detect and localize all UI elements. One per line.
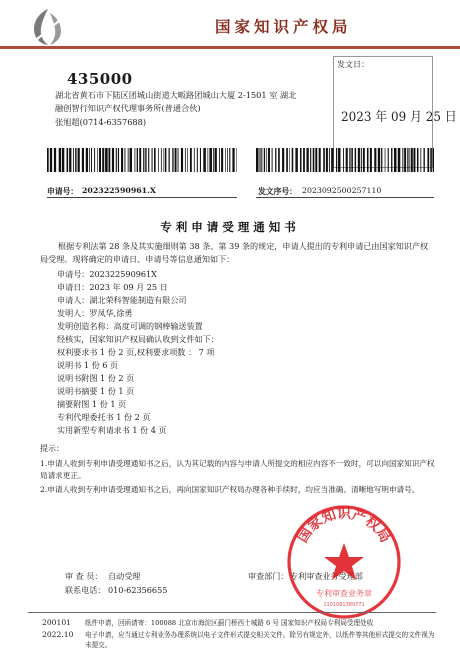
phone-label: 联系电话：	[65, 585, 106, 595]
barcode-bar	[112, 148, 114, 172]
barcode-bar	[329, 148, 330, 172]
barcode-bar	[130, 148, 132, 172]
barcode-bar	[213, 148, 214, 172]
serial-barcode	[256, 148, 434, 172]
barcode-bar	[402, 148, 403, 172]
barcode-bar	[219, 148, 220, 172]
barcode-bar	[73, 148, 74, 172]
barcode-bar	[227, 148, 228, 172]
barcode-bar	[139, 148, 141, 172]
barcode-bar	[232, 148, 234, 172]
barcode-bar	[165, 148, 166, 172]
barcode-bar	[374, 148, 376, 172]
barcode-bar	[47, 148, 49, 172]
barcode-bar	[313, 148, 315, 172]
barcode-bar	[208, 148, 209, 172]
official-seal-icon	[285, 503, 403, 621]
barcode-bar	[121, 148, 123, 172]
barcode-bar	[323, 148, 325, 172]
application-underline	[47, 197, 237, 198]
serial-underline	[256, 197, 434, 198]
barcode-bar	[261, 148, 262, 172]
detail-line: 说明书摘要 1 份 1 页	[57, 386, 135, 396]
postcode: 435000	[67, 70, 133, 88]
barcode-bar	[128, 148, 129, 172]
barcode-bar	[358, 148, 360, 172]
barcode-bar	[398, 148, 401, 172]
barcode-bar	[105, 148, 108, 172]
barcode-bar	[172, 148, 173, 172]
barcode-bar	[381, 148, 382, 172]
hint-item: 2.申请人收到专利申请受理通知书之后，再向国家知识产权局办理各种手续时，均应当准确、清晰地写明申请号。	[40, 485, 420, 494]
detail-line: 经核实，国家知识产权局确认收到文件如下：	[57, 334, 219, 344]
barcode-bar	[346, 148, 348, 172]
barcode-bar	[268, 148, 270, 172]
barcode-bar	[181, 148, 183, 172]
barcode-bar	[378, 148, 380, 172]
barcode-bar	[148, 148, 149, 172]
barcode-bar	[404, 148, 406, 172]
barcode-bar	[175, 148, 177, 172]
examiner-label: 审 查 员：	[65, 571, 103, 581]
detail-line: 发明人：罗凤华,徐勇	[57, 308, 133, 318]
barcode-bar	[78, 148, 80, 172]
form-code: 200101	[42, 618, 71, 627]
header-title: 国家知识产权局	[215, 17, 352, 36]
barcode-bar	[67, 148, 69, 172]
detail-line: 说明书附图 1 份 2 页	[57, 373, 135, 383]
detail-line: 权利要求书 1 份 2 页,权利要求项数 ： 7 项	[57, 347, 215, 357]
barcode-bar	[295, 148, 297, 172]
barcode-bar	[221, 148, 223, 172]
barcode-bar	[430, 148, 432, 172]
barcode-bar	[97, 148, 98, 172]
serial-number-value: 2023092500257110	[302, 186, 382, 195]
barcode-bar	[190, 148, 192, 172]
issue-date-label: 发文日：	[337, 60, 369, 69]
barcode-bar	[407, 148, 408, 172]
barcode-bar	[326, 148, 328, 172]
barcode-bar	[185, 148, 186, 172]
intro-paragraph: 根据专利法第 28 条及其实施细则第 38 条、第 39 条的规定，申请人提出的专利申请已由国家知识产权局受理。现将确定的申请日、申请号等信息通知如下：	[40, 241, 429, 264]
cnipa-logo-icon	[30, 7, 66, 47]
barcode-bar	[427, 148, 429, 172]
barcode-bar	[331, 148, 333, 172]
barcode-bar	[187, 148, 188, 172]
barcode-bar	[91, 148, 92, 172]
hints-label: 提示：	[40, 444, 64, 453]
barcode-bar	[229, 148, 230, 172]
barcode-bar	[385, 148, 386, 172]
examiner-value: 自动受理	[108, 571, 141, 581]
barcode-bar	[264, 148, 265, 172]
barcode-bar	[203, 148, 206, 172]
barcode-bar	[161, 148, 162, 172]
barcode-bar	[75, 148, 76, 172]
barcode-bar	[62, 148, 64, 172]
document-title: 专利申请受理通知书	[160, 220, 300, 234]
phone-value: 010-62356655	[108, 585, 168, 595]
barcode-bar	[152, 148, 153, 172]
barcode-bar	[336, 148, 337, 172]
detail-line: 摘要附图 1 份 1 页	[57, 399, 127, 409]
footer-divider	[28, 612, 436, 613]
detail-line: 专利代理委托书 1 份 2 页	[57, 412, 151, 422]
barcode-bar	[363, 148, 365, 172]
footer-line-1: 纸件申请，回函请寄：100088 北京市海淀区蓟门桥西土城路 6 号 国家知识产权局专利局受理处收	[85, 619, 374, 627]
barcode-bar	[137, 148, 138, 172]
barcode-bar	[370, 148, 372, 172]
barcode-bar	[200, 148, 201, 172]
barcode-bar	[225, 148, 226, 172]
barcode-bar	[306, 148, 308, 172]
barcode-bar	[99, 148, 101, 172]
barcode-bar	[124, 148, 125, 172]
application-barcode	[47, 148, 237, 172]
barcode-bar	[351, 148, 353, 172]
address-line-2: 融创智行知识产权代理事务所(普通合伙)	[55, 103, 201, 113]
barcode-bar	[256, 148, 259, 172]
footer-line-2: 电子申请，应当通过专利业务办理系统以电子文件形式提交相关文件。除另有规定外，以纸件等其他形式提交的文件视为未提交。	[85, 631, 435, 649]
detail-line: 申请人：湖北荣科智能制造有限公司	[57, 295, 187, 305]
seal-subtext: 专利审查业务章	[316, 589, 372, 598]
barcode-bar	[394, 148, 396, 172]
barcode-bar	[197, 148, 198, 172]
barcode-bar	[300, 148, 302, 172]
barcode-bar	[215, 148, 217, 172]
barcode-bar	[94, 148, 95, 172]
application-number-value: 202322590961.X	[82, 186, 156, 195]
detail-line: 实用新型专利请求书 1 份 4 页	[57, 425, 167, 435]
barcode-bar	[286, 148, 288, 172]
barcode-bar	[158, 148, 159, 172]
detail-line: 申请号：202322590961X	[57, 269, 157, 279]
address-line-1: 湖北省黄石市下陆区团城山街道大畈路团城山大厦 2-1501 室 湖北	[55, 90, 297, 100]
serial-number-label: 发文序号：	[258, 187, 297, 196]
header-divider	[0, 46, 460, 49]
barcode-bar	[259, 148, 260, 172]
barcode-bar	[417, 148, 419, 172]
barcode-bar	[343, 148, 344, 172]
barcode-bar	[315, 148, 317, 172]
barcode-bar	[433, 148, 434, 172]
barcode-bar	[69, 148, 71, 172]
seal-text: 国家知识产权局	[294, 506, 394, 546]
barcode-bar	[424, 148, 425, 172]
barcode-bar	[355, 148, 356, 172]
barcode-bar	[89, 148, 90, 172]
barcode-bar	[349, 148, 350, 172]
barcode-bar	[116, 148, 117, 172]
barcode-bar	[50, 148, 52, 172]
barcode-bar	[118, 148, 119, 172]
barcode-bar	[391, 148, 392, 172]
seal-digits: 1101081389771	[323, 602, 365, 608]
barcode-bar	[278, 148, 280, 172]
barcode-bar	[178, 148, 179, 172]
barcode-bar	[86, 148, 88, 172]
barcode-bar	[135, 148, 136, 172]
barcode-bar	[367, 148, 369, 172]
barcode-bar	[338, 148, 340, 172]
detail-line: 说明书 1 份 6 页	[57, 360, 119, 370]
barcode-bar	[102, 148, 104, 172]
barcode-bar	[409, 148, 410, 172]
department-value: 专利审查业务受理部	[290, 571, 363, 581]
barcode-bar	[420, 148, 421, 172]
barcode-bar	[194, 148, 195, 172]
barcode-bar	[272, 148, 273, 172]
barcode-bar	[319, 148, 321, 172]
barcode-bar	[154, 148, 156, 172]
barcode-bar	[388, 148, 389, 172]
barcode-bar	[266, 148, 267, 172]
barcode-bar	[108, 148, 110, 172]
barcode-bar	[82, 148, 84, 172]
barcode-bar	[310, 148, 311, 172]
barcode-bar	[361, 148, 362, 172]
barcode-bar	[237, 148, 238, 172]
barcode-bar	[209, 148, 212, 172]
barcode-bar	[169, 148, 170, 172]
barcode-bar	[143, 148, 144, 172]
detail-line: 申请日：2023 年 09 月 25 日	[57, 282, 168, 292]
barcode-bar	[289, 148, 290, 172]
issue-date-value: 2023 年 09 月 25 日	[341, 110, 457, 125]
barcode-bar	[282, 148, 284, 172]
barcode-bar	[59, 148, 61, 172]
application-number-label: 申请号：	[47, 187, 79, 196]
barcode-bar	[164, 148, 165, 172]
barcode-bar	[411, 148, 413, 172]
detail-line: 发明创造名称：高度可调的钢棒输送装置	[57, 321, 203, 331]
form-date: 2022.10	[42, 630, 74, 639]
barcode-bar	[413, 148, 415, 172]
barcode-bar	[275, 148, 276, 172]
barcode-bar	[54, 148, 56, 172]
barcode-bar	[292, 148, 294, 172]
barcode-bar	[303, 148, 305, 172]
svg-text:国家知识产权局	[294, 505, 393, 545]
department-label: 审查部门：	[248, 571, 289, 581]
address-line-3: 张旭超(0714-6357688)	[55, 117, 147, 127]
hint-item: 1.申请人收到专利申请受理通知书之后，认为其记载的内容与申请人所提交的相应内容不一致时，可以向国家知识产权局请求更正。	[40, 459, 435, 480]
barcode-bar	[145, 148, 146, 172]
